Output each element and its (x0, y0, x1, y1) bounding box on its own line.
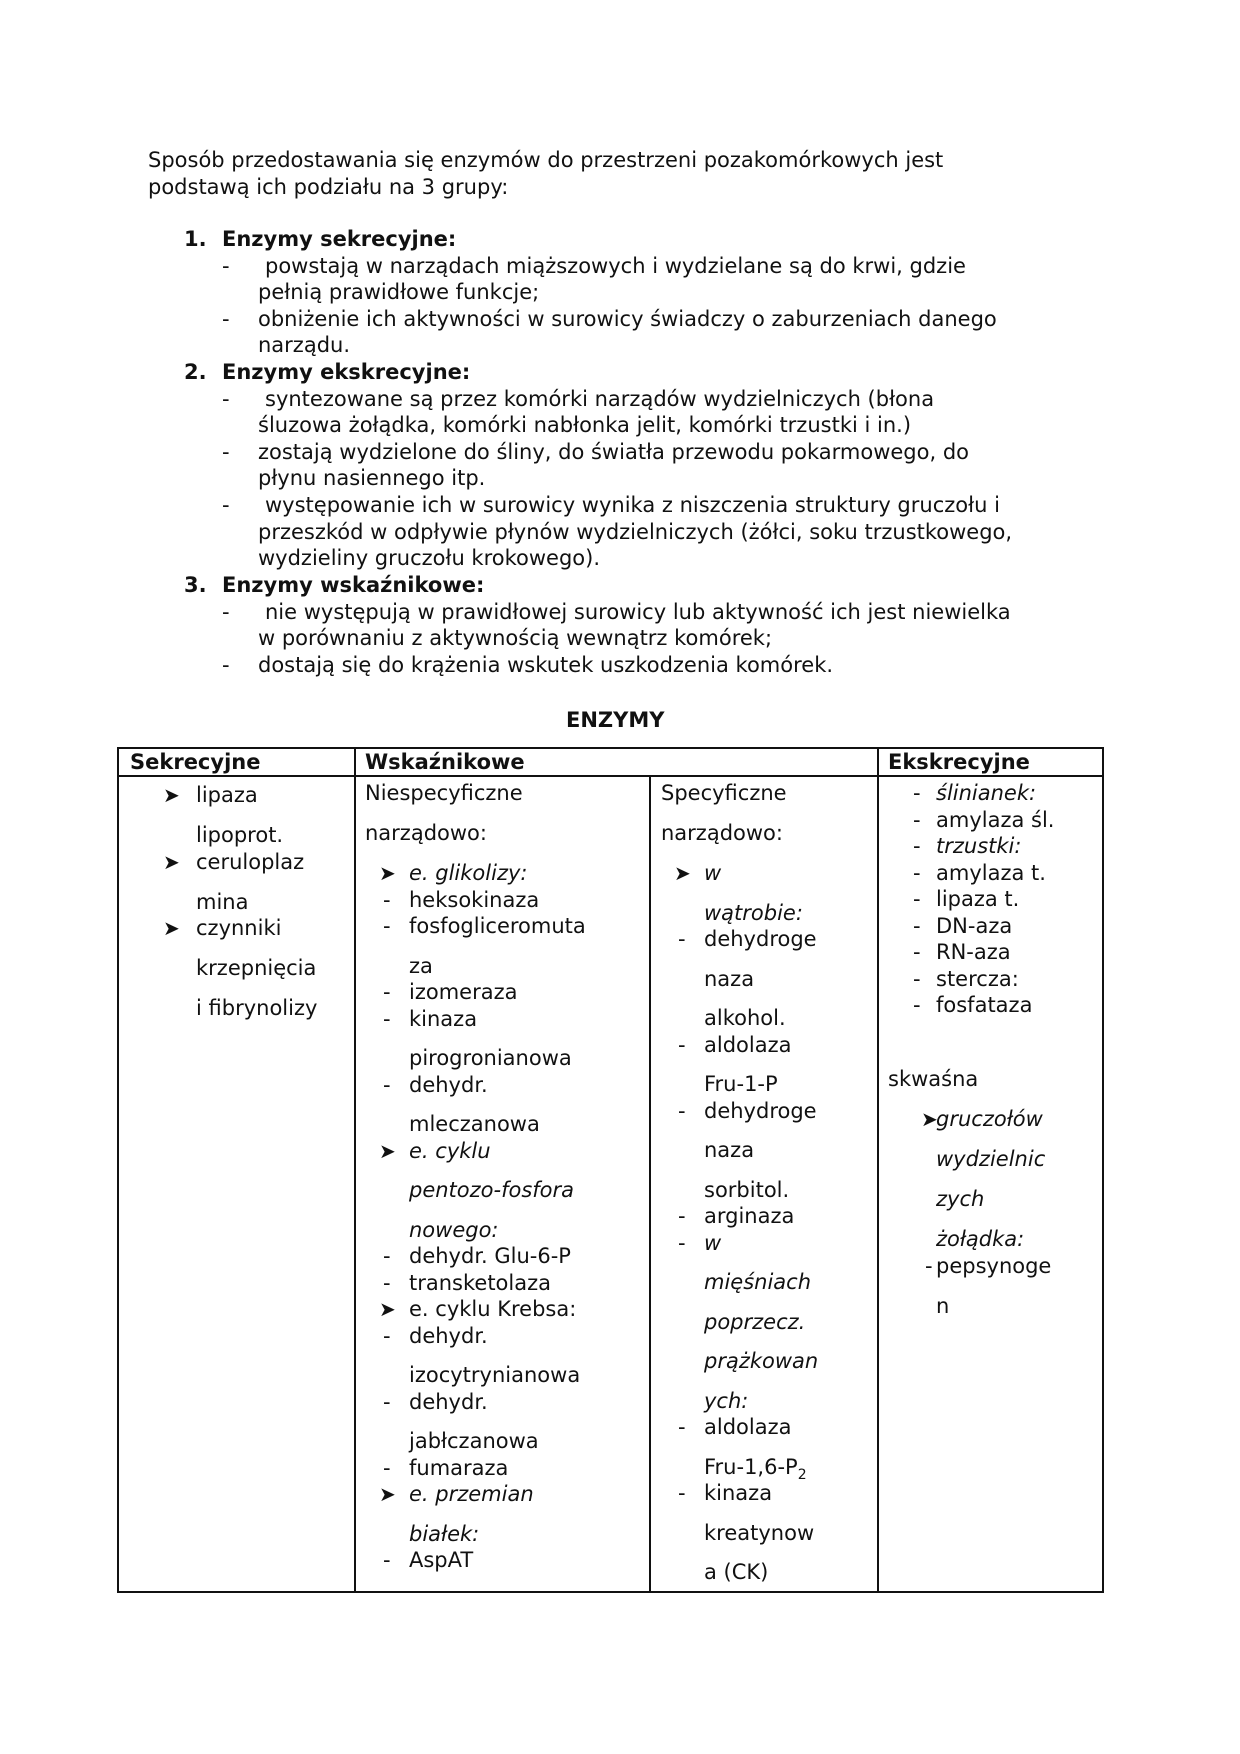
dash-bullet: - (925, 1253, 933, 1278)
bullet-dash: - (222, 386, 230, 411)
table-cell-text: mleczanowa (409, 1112, 540, 1136)
group-item-text: nie występują w prawidłowej surowicy lub aktywność ich jest niewielka (265, 599, 1011, 624)
table-cell-text: ceruloplaz (196, 849, 305, 874)
dash-bullet: - (678, 1098, 686, 1123)
table-cell-text: białek: (409, 1521, 480, 1546)
niespecyficzne-heading: narządowo: (365, 821, 487, 845)
table-cell-text: e. cyklu (409, 1138, 491, 1163)
table-cell-text: dehydroge (704, 1098, 817, 1123)
bullet-dash: - (222, 306, 230, 331)
arrow-bullet-icon: ➤ (163, 849, 180, 874)
table-cell-text: prążkowan (704, 1349, 819, 1373)
table-cell-text: lipaza t. (936, 887, 1020, 911)
table-cell-text: fosfogliceromuta (409, 914, 586, 938)
table-cell-text: fosfataza (936, 993, 1033, 1017)
table-cell-text: amylaza śl. (936, 807, 1055, 832)
table-cell-text: e. glikolizy: (409, 861, 528, 885)
bullet-dash: - (222, 599, 230, 624)
table-cell-text: dehydr. (409, 1389, 488, 1414)
bullet-dash: - (222, 493, 230, 517)
table-cell-text: czynniki (196, 916, 282, 940)
table-cell-text: izocytrynianowa (409, 1363, 581, 1387)
table-cell-text: AspAT (409, 1548, 474, 1572)
dash-bullet: - (383, 1389, 391, 1414)
table-cell-text: stercza: (936, 966, 1019, 991)
table-cell-text: aldolaza (704, 1415, 792, 1439)
table-cell-text: lipaza (196, 783, 258, 807)
arrow-bullet-icon: ➤ (379, 1138, 396, 1163)
group-item-text: zostają wydzielone do śliny, do światła przewodu pokarmowego, do (258, 439, 970, 464)
table-cell-text: DN-aza (936, 913, 1013, 938)
table-cell-text: dehydroge (704, 927, 817, 951)
table-cell-text: e. cyklu Krebsa: (409, 1297, 577, 1321)
dash-bullet: - (383, 1455, 391, 1480)
table-cell-text: kinaza (409, 1006, 478, 1031)
table-cell-text: amylaza t. (936, 860, 1046, 885)
table-cell-text: w (704, 1230, 722, 1255)
group-item-text: przeszkód w odpływie płynów wydzielniczych (żółci, soku trzustkowego, (258, 519, 1013, 544)
dash-bullet: - (913, 966, 921, 991)
table-cell-text: pentozo-fosfora (409, 1178, 575, 1202)
dash-bullet: - (383, 1244, 391, 1268)
table-cell-text: Fru-$1,6-P_2$ (704, 1454, 807, 1483)
group-item-text: dostają się do krążenia wskutek uszkodzenia komórek. (258, 652, 834, 677)
table-cell-text: pirogronianowa (409, 1046, 572, 1070)
dash-bullet: - (383, 1072, 391, 1097)
group-number: 1. (184, 227, 207, 251)
table-cell-text: dehydr. (409, 1072, 488, 1097)
arrow-bullet-icon: ➤ (921, 1107, 938, 1131)
table-cell-text: ych: (704, 1388, 749, 1413)
table-cell-text: n (936, 1293, 950, 1318)
table-cell-text: lipoprot. (196, 823, 284, 847)
table-cell-text: mina (196, 889, 249, 914)
group-item-text: śluzowa żołądka, komórki nabłonka jelit, komórki trzustki i in.) (258, 413, 912, 438)
header-wskaznikowe: Wskaźnikowe (365, 750, 525, 774)
dash-bullet: - (913, 940, 921, 964)
table-cell-text: arginaza (704, 1204, 795, 1228)
dash-bullet: - (913, 993, 921, 1017)
table-cell-text: wątrobie: (704, 900, 803, 925)
table-cell-text: poprzecz. (704, 1309, 806, 1334)
group-item-text: występowanie ich w surowicy wynika z niszczenia struktury gruczołu i (265, 493, 1000, 517)
table-cell-text: aldolaza (704, 1032, 792, 1057)
arrow-bullet-icon: ➤ (674, 861, 691, 885)
group-item-text: wydzieliny gruczołu krokowego). (258, 546, 601, 571)
table-cell-text: kreatynow (704, 1520, 815, 1545)
dash-bullet: - (383, 1006, 391, 1031)
header-ekskrecyjne: Ekskrecyjne (888, 750, 1030, 774)
group-item-text: w porównaniu z aktywnością wewnątrz komórek; (258, 626, 773, 651)
table-cell-text: e. przemian (409, 1482, 534, 1506)
table-cell-text: ślinianek: (936, 781, 1037, 805)
table-column-divider-3 (877, 749, 879, 1591)
dash-bullet: - (913, 887, 921, 911)
table-cell-text: zych (936, 1187, 985, 1211)
group-title: Enzymy wskaźnikowe: (222, 573, 485, 597)
dash-bullet: - (678, 1032, 686, 1057)
table-cell-text: trzustki: (936, 834, 1022, 858)
table-cell-text: alkohol. (704, 1006, 786, 1030)
table-cell-text: wydzielnic (936, 1147, 1046, 1171)
table-cell-text: kinaza (704, 1481, 773, 1505)
intro-line-1: Sposób przedostawania się enzymów do przestrzeni pozakomórkowych jest (148, 148, 944, 172)
arrow-bullet-icon: ➤ (379, 861, 396, 885)
dash-bullet: - (678, 1204, 686, 1228)
specyficzne-heading: narządowo: (661, 821, 783, 845)
table-cell-text: jabłczanowa (409, 1429, 539, 1453)
group-number: 3. (184, 573, 207, 597)
dash-bullet: - (383, 1548, 391, 1572)
bullet-dash: - (222, 439, 230, 464)
arrow-bullet-icon: ➤ (163, 916, 180, 940)
header-sekrecyjne: Sekrecyjne (130, 750, 261, 774)
dash-bullet: - (383, 914, 391, 938)
table-cell-text: sorbitol. (704, 1177, 790, 1202)
table-cell-text: dehydr. (409, 1323, 488, 1348)
table-cell-text: w (704, 861, 722, 885)
arrow-bullet-icon: ➤ (163, 783, 180, 807)
group-item-text: powstają w narządach miąższowych i wydzielane są do krwi, gdzie (265, 253, 966, 278)
dash-bullet: - (383, 1270, 391, 1295)
dash-bullet: - (913, 913, 921, 938)
table-cell-text: a (CK) (704, 1560, 769, 1584)
intro-line-2: podstawą ich podziału na 3 grupy: (148, 175, 509, 199)
niespecyficzne-heading: Niespecyficzne (365, 781, 523, 805)
dash-bullet: - (383, 1323, 391, 1348)
group-item-text: syntezowane są przez komórki narządów wydzielniczych (błona (265, 386, 935, 411)
enzyme-table (117, 747, 1104, 1593)
table-cell-text: naza (704, 966, 755, 991)
table-cell-text: Fru-1-P (704, 1072, 778, 1096)
table-cell-text: i fibrynolizy (196, 996, 318, 1020)
table-cell-text: pepsynoge (936, 1253, 1052, 1278)
dash-bullet: - (383, 887, 391, 912)
table-title: ENZYMY (566, 708, 665, 732)
table-cell-text: naza (704, 1138, 755, 1162)
table-cell-text: gruczołów (936, 1107, 1043, 1131)
dash-bullet: - (913, 781, 921, 805)
dash-bullet: - (678, 1230, 686, 1255)
table-cell-text: za (409, 953, 433, 978)
table-cell-text: transketolaza (409, 1270, 551, 1295)
dash-bullet: - (383, 980, 391, 1004)
ekskrecyjne-plain-text: skwaśna (888, 1067, 979, 1091)
dash-bullet: - (913, 834, 921, 858)
arrow-bullet-icon: ➤ (379, 1297, 396, 1321)
group-title: Enzymy ekskrecyjne: (222, 360, 471, 384)
table-cell-text: fumaraza (409, 1455, 509, 1480)
group-item-text: pełnią prawidłowe funkcje; (258, 280, 540, 305)
group-title: Enzymy sekrecyjne: (222, 227, 457, 251)
table-column-divider-2 (649, 777, 651, 1591)
table-cell-text: mięśniach (704, 1270, 812, 1294)
arrow-bullet-icon: ➤ (379, 1482, 396, 1506)
bullet-dash: - (222, 253, 230, 278)
subscript: 2 (797, 1466, 807, 1483)
bullet-dash: - (222, 652, 230, 677)
table-cell-text: dehydr. Glu-6-P (409, 1244, 571, 1268)
dash-bullet: - (678, 1415, 686, 1439)
table-cell-text: krzepnięcia (196, 956, 317, 980)
group-item-text: płynu nasiennego itp. (258, 466, 486, 491)
group-item-text: narządu. (258, 333, 351, 358)
table-cell-text: heksokinaza (409, 887, 540, 912)
table-column-divider-1 (354, 749, 356, 1591)
group-number: 2. (184, 360, 207, 384)
dash-bullet: - (913, 860, 921, 885)
dash-bullet: - (913, 807, 921, 832)
table-header-divider (119, 775, 1102, 777)
dash-bullet: - (678, 1481, 686, 1505)
group-item-text: obniżenie ich aktywności w surowicy świadczy o zaburzeniach danego (258, 306, 997, 331)
specyficzne-heading: Specyficzne (661, 781, 787, 805)
table-cell-text: żołądka: (936, 1227, 1025, 1251)
table-cell-text: RN-aza (936, 940, 1011, 964)
dash-bullet: - (678, 927, 686, 951)
table-cell-text: nowego: (409, 1217, 499, 1242)
table-cell-text: izomeraza (409, 980, 518, 1004)
